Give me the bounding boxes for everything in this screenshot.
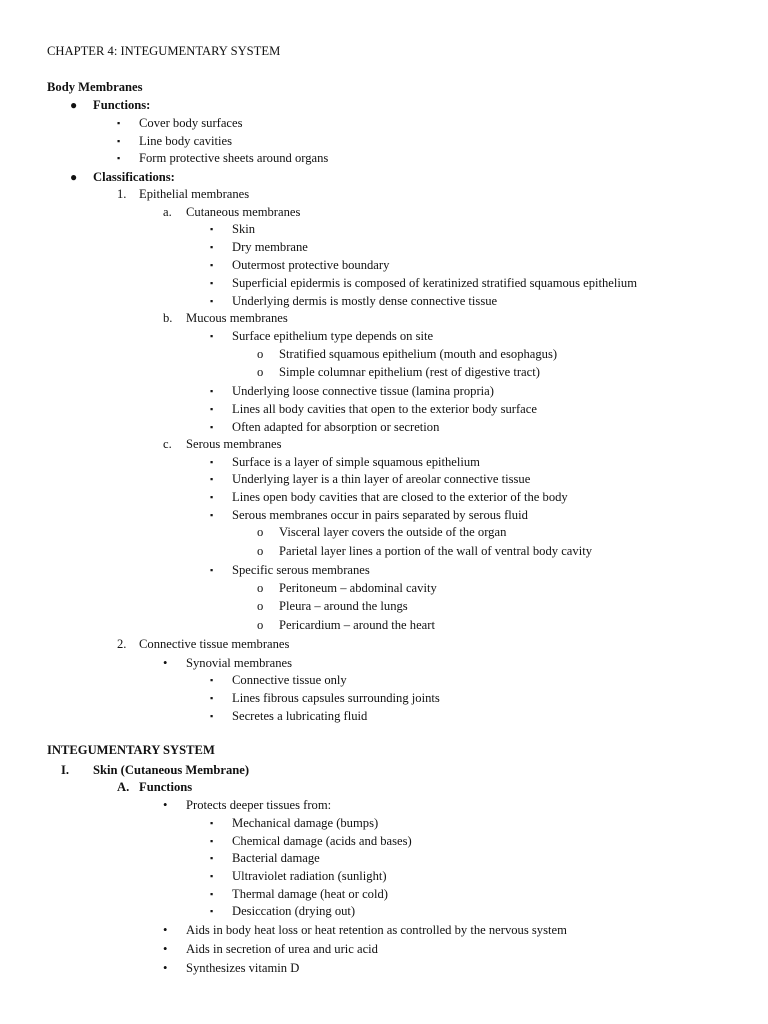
- list-item: Lines open body cavities that are closed to the exterior of the body: [232, 490, 568, 504]
- list-letter: a.: [163, 205, 172, 219]
- bullet-marker: ▪: [210, 386, 214, 396]
- bullet-marker: o: [257, 599, 264, 613]
- list-item: Underlying loose connective tissue (lamina propria): [232, 384, 494, 398]
- list-item: Skin: [232, 222, 256, 236]
- list-item: Secretes a lubricating fluid: [232, 709, 368, 723]
- list-item: Mechanical damage (bumps): [232, 816, 379, 830]
- list-item: Dry membrane: [232, 240, 308, 254]
- list-item: Bacterial damage: [232, 851, 320, 865]
- list-item: Outermost protective boundary: [232, 258, 390, 272]
- bullet-marker: •: [163, 942, 168, 956]
- bullet-marker: ▪: [210, 889, 214, 899]
- list-item: Superficial epidermis is composed of keratinized stratified squamous epithelium: [232, 276, 637, 290]
- list-item: Surface epithelium type depends on site: [232, 329, 434, 343]
- list-item: Synthesizes vitamin D: [186, 961, 300, 975]
- list-item: Parietal layer lines a portion of the wall of ventral body cavity: [279, 544, 592, 558]
- bullet-marker: ▪: [210, 404, 214, 414]
- list-item: Lines all body cavities that open to the exterior body surface: [232, 402, 537, 416]
- bullet-marker: ▪: [210, 457, 214, 467]
- classifications-label: Classifications:: [93, 170, 175, 184]
- bullet-marker: •: [163, 923, 168, 937]
- list-item: Ultraviolet radiation (sunlight): [232, 869, 387, 883]
- list-item: Epithelial membranes: [139, 187, 250, 201]
- bullet-marker: o: [257, 525, 264, 539]
- list-item: Surface is a layer of simple squamous epithelium: [232, 455, 480, 469]
- section-heading-body-membranes: Body Membranes: [47, 80, 143, 94]
- bullet-marker: ▪: [210, 836, 214, 846]
- section-heading-integumentary: INTEGUMENTARY SYSTEM: [47, 743, 215, 757]
- list-item: Specific serous membranes: [232, 563, 370, 577]
- list-item: Simple columnar epithelium (rest of digestive tract): [279, 365, 540, 379]
- list-item: Aids in body heat loss or heat retention as controlled by the nervous system: [186, 923, 567, 937]
- bullet-marker: o: [257, 544, 264, 558]
- list-item: Protects deeper tissues from:: [186, 798, 332, 812]
- bullet-marker: ▪: [210, 278, 214, 288]
- bullet-marker: ●: [70, 98, 78, 112]
- list-number: 1.: [117, 187, 127, 201]
- list-number: 2.: [117, 637, 127, 651]
- bullet-marker: ▪: [210, 242, 214, 252]
- skin-heading: Skin (Cutaneous Membrane): [93, 763, 250, 777]
- functions-subheading: Functions: [139, 780, 193, 794]
- bullet-marker: ▪: [210, 296, 214, 306]
- bullet-marker: ▪: [210, 260, 214, 270]
- list-item: Underlying dermis is mostly dense connective tissue: [232, 294, 498, 308]
- bullet-marker: ▪: [210, 565, 214, 575]
- bullet-marker: •: [163, 798, 168, 812]
- bullet-marker: ▪: [210, 510, 214, 520]
- list-item: Serous membranes occur in pairs separated by serous fluid: [232, 508, 528, 522]
- list-item: Mucous membranes: [186, 311, 288, 325]
- list-item: Form protective sheets around organs: [139, 151, 329, 165]
- list-item: Stratified squamous epithelium (mouth and esophagus): [279, 347, 558, 361]
- bullet-marker: o: [257, 581, 264, 595]
- bullet-marker: ▪: [210, 422, 214, 432]
- bullet-marker: ▪: [210, 331, 214, 341]
- bullet-marker: ▪: [210, 693, 214, 703]
- bullet-marker: o: [257, 618, 264, 632]
- list-item: Cutaneous membranes: [186, 205, 301, 219]
- bullet-marker: ▪: [210, 871, 214, 881]
- bullet-marker: ▪: [210, 675, 214, 685]
- bullet-marker: ▪: [210, 492, 214, 502]
- list-item: Synovial membranes: [186, 656, 292, 670]
- list-item: Pleura – around the lungs: [279, 599, 408, 613]
- list-item: Pericardium – around the heart: [279, 618, 435, 632]
- bullet-marker: ▪: [210, 474, 214, 484]
- list-item: Chemical damage (acids and bases): [232, 834, 412, 848]
- list-item: Connective tissue membranes: [139, 637, 290, 651]
- bullet-marker: o: [257, 347, 264, 361]
- list-item: Connective tissue only: [232, 673, 347, 687]
- bullet-marker: o: [257, 365, 264, 379]
- bullet-marker: ▪: [117, 136, 121, 146]
- list-letter: A.: [117, 780, 130, 794]
- list-item: Line body cavities: [139, 134, 233, 148]
- bullet-marker: •: [163, 961, 168, 975]
- list-item: Lines fibrous capsules surrounding joints: [232, 691, 440, 705]
- list-numeral: I.: [61, 763, 70, 777]
- list-letter: b.: [163, 311, 173, 325]
- list-item: Thermal damage (heat or cold): [232, 887, 388, 901]
- bullet-marker: ▪: [210, 818, 214, 828]
- list-item: Cover body surfaces: [139, 116, 243, 130]
- list-item: Visceral layer covers the outside of the organ: [279, 525, 507, 539]
- bullet-marker: •: [163, 656, 168, 670]
- bullet-marker: ▪: [210, 853, 214, 863]
- list-item: Peritoneum – abdominal cavity: [279, 581, 437, 595]
- bullet-marker: ▪: [117, 118, 121, 128]
- bullet-marker: ▪: [210, 711, 214, 721]
- list-item: Often adapted for absorption or secretion: [232, 420, 440, 434]
- list-letter: c.: [163, 437, 172, 451]
- list-item: Underlying layer is a thin layer of areolar connective tissue: [232, 472, 531, 486]
- list-item: Serous membranes: [186, 437, 282, 451]
- bullet-marker: ▪: [117, 153, 121, 163]
- list-item: Desiccation (drying out): [232, 904, 356, 918]
- bullet-marker: ▪: [210, 906, 214, 916]
- chapter-title: CHAPTER 4: INTEGUMENTARY SYSTEM: [47, 44, 281, 58]
- functions-label: Functions:: [93, 98, 151, 112]
- bullet-marker: ●: [70, 170, 78, 184]
- bullet-marker: ▪: [210, 224, 214, 234]
- list-item: Aids in secretion of urea and uric acid: [186, 942, 378, 956]
